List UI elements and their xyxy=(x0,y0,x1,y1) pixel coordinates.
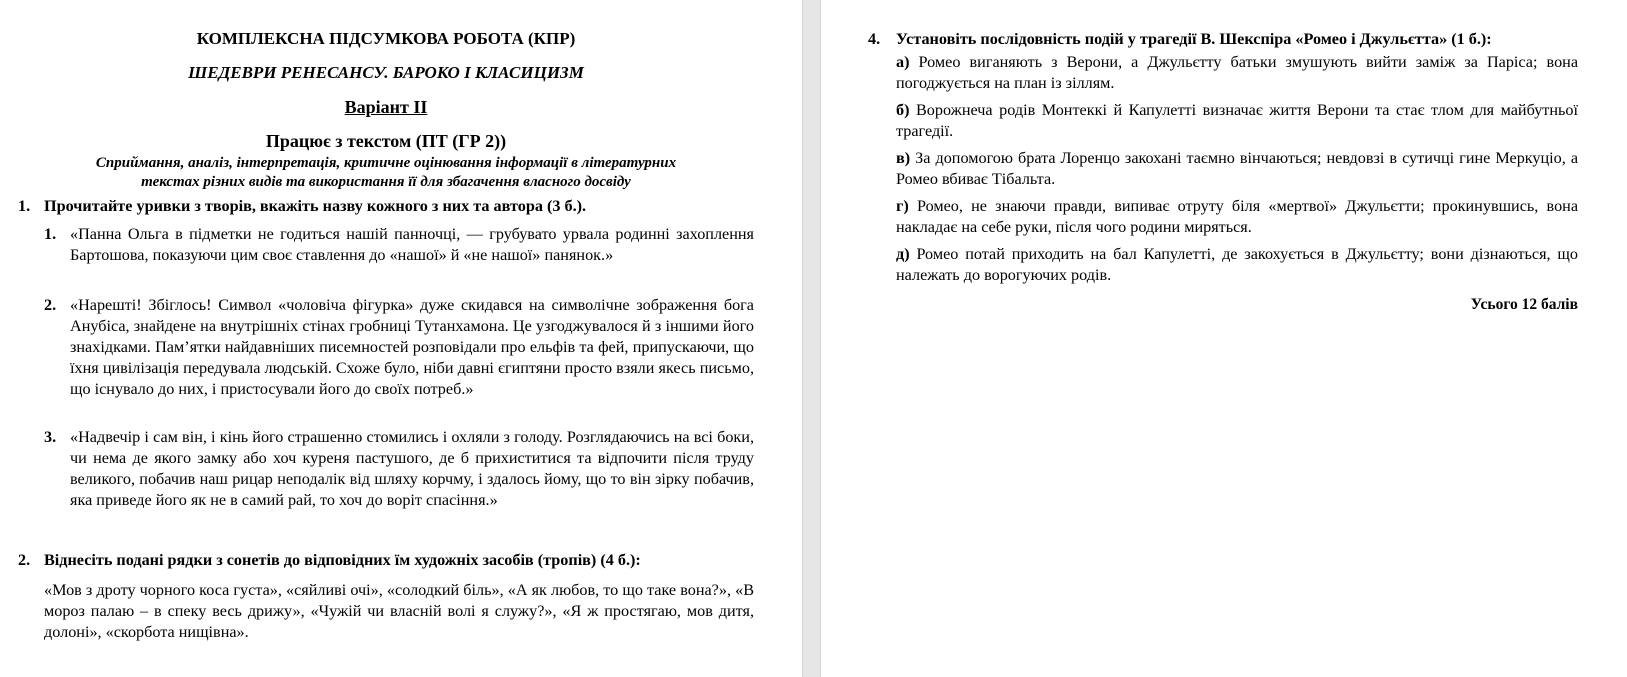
question-2-text: Віднесіть подані рядки з сонетів до відповідних їм художніх засобів (тропів) (4 б.): xyxy=(44,551,641,569)
option-e-text: Ромео потай приходить на бал Капулетті, де закохується в Джульєтту; вони дізнаються, що належать до ворогуючих родів. xyxy=(896,245,1578,284)
left-page xyxy=(0,0,802,677)
page-gutter xyxy=(802,0,821,677)
excerpt-1-text: «Панна Ольга в підметки не годиться нашій панночці, — грубувато урвала родинні захоплення Бартошова, показуючи цим своє ставлення до «нашої» й «не нашої» панянок.» xyxy=(70,225,754,264)
question-2-body: «Мов з дроту чорного коса густа», «сяйливі очі», «солодкий біль», «А як любов, то що таке вона?», «В мороз палаю – в спеку весь дрижу», «Чужій чи власній волі я служу?», «Я ж простягаю, мов дитя, долоні», «скорбота нищівна». xyxy=(44,581,754,641)
option-a-letter: а) xyxy=(896,53,910,71)
question-4-number: 4. xyxy=(868,30,881,48)
option-e xyxy=(896,244,1578,286)
section-heading: Працює з текстом (ПТ (ГР 2)) xyxy=(265,131,507,151)
option-d-text: Ромео, не знаючи правди, випиває отруту біля «мертвої» Джульєтти; прокинувшись, вона накладає на себе руки, після чого родини миряться. xyxy=(896,197,1579,236)
option-d-letter: г) xyxy=(896,197,909,215)
option-d xyxy=(896,196,1578,238)
option-c-letter: в) xyxy=(896,149,911,167)
document-title: КОМПЛЕКСНА ПІДСУМКОВА РОБОТА (КПР) xyxy=(196,29,576,48)
excerpt-3-number: 3. xyxy=(44,428,57,446)
option-c-text: За допомогою брата Лоренцо закохані таємно вінчаються; невдовзі в сутичці гине Меркуціо, а Ромео вбиває Тібальта. xyxy=(896,149,1579,188)
option-b-text: Ворожнеча родів Монтеккі й Капулетті визначає життя Верони та стає тлом для майбутньої трагедії. xyxy=(896,101,1578,140)
description-line-1: Сприймання, аналіз, інтерпретація, критичне оцінювання інформації в літературних xyxy=(95,155,677,171)
section-description xyxy=(0,154,772,192)
description-line-2: текстах різних видів та використання її для збагачення власного досвіду xyxy=(141,174,631,190)
variant-heading: Варіант ІІ xyxy=(344,97,428,117)
option-e-letter: д) xyxy=(896,245,910,263)
document-subtitle: ШЕДЕВРИ РЕНЕСАНСУ. БАРОКО І КЛАСИЦИЗМ xyxy=(188,63,584,82)
right-page xyxy=(821,0,1627,677)
option-a-text: Ромео виганяють з Верони, а Джульєтту батьки змушують вийти заміж за Паріса; вона погоджується на план із зіллям. xyxy=(896,53,1579,92)
option-a xyxy=(896,52,1578,94)
excerpt-2-text: «Нарешті! Збіглось! Символ «чоловіча фігурка» дуже скидався на символічне зображення бога Анубіса, знайдене на внутрішніх стінах гробниці Тутанхамона. Це узгоджувалося й з іншими його знахідками. Пам’ятки найдавніших писемностей розповідали про ельфів та фей, припускаючи, що їхня цивілізація передувала людській. Схоже було, ніби давні єгиптяни просто взяли якесь письмо, що існувало до них, і пристосували його до своїх потреб.» xyxy=(70,296,754,398)
option-b-letter: б) xyxy=(896,101,910,119)
option-b xyxy=(896,100,1578,142)
excerpt-2-number: 2. xyxy=(44,296,57,314)
total-score: Усього 12 балів xyxy=(1470,296,1578,313)
question-1-text: Прочитайте уривки з творів, вкажіть назву кожного з них та автора (3 б.). xyxy=(44,197,587,215)
question-4-text: Установіть послідовність подій у трагедії В. Шекспіра «Ромео і Джульєтта» (1 б.): xyxy=(896,30,1492,48)
option-c xyxy=(896,148,1578,190)
excerpt-3-text: «Надвечір і сам він, і кінь його страшенно стомились і охляли з голоду. Розглядаючись на всі боки, чи нема де якого замку або хоч куреня пастушого, де б прихиститися та відпочити після труду великого, побачив наш рицар неподалік від шляху корчму, і здалось йому, що то він зірку побачив, яка приведе його як не в самий рай, то хоч до воріт спасіння.» xyxy=(70,428,754,509)
question-2-number: 2. xyxy=(18,551,31,569)
excerpt-1-number: 1. xyxy=(44,225,57,243)
question-1-number: 1. xyxy=(18,197,31,215)
